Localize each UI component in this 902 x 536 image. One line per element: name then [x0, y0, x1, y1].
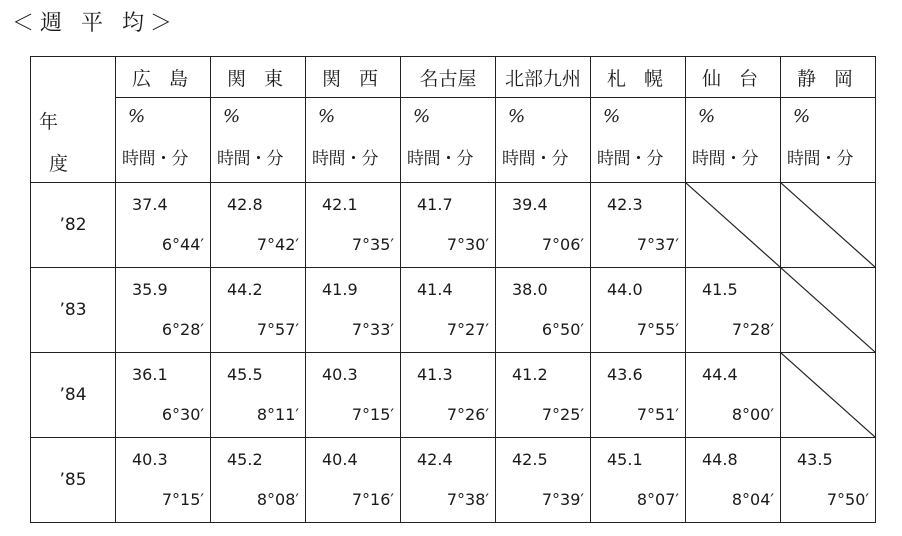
unit-time-label: 時間・分 [217, 149, 283, 169]
time-value: 7°50′ [826, 490, 869, 509]
diagonal-slash [781, 183, 875, 267]
time-value: 6°28′ [161, 320, 204, 339]
time-value: 7°26′ [446, 405, 489, 424]
page-title: ＜週 平 均＞ [12, 11, 178, 36]
percent-value: 42.3 [607, 195, 643, 214]
percent-value: 45.2 [227, 450, 263, 469]
time-value: 7°55′ [636, 320, 679, 339]
data-cell [401, 438, 496, 523]
data-cell [686, 268, 781, 353]
table-row [31, 353, 876, 438]
city-header-kitakyushu: 北部九州 [496, 57, 591, 98]
time-value: 8°07′ [636, 490, 679, 509]
city-header-hiroshima: 広 島 [116, 57, 211, 98]
table-row [31, 183, 876, 268]
unit-percent-label: % [508, 106, 526, 127]
percent-value: 36.1 [132, 365, 168, 384]
weekly-average-table [30, 56, 876, 523]
percent-value: 42.1 [322, 195, 358, 214]
data-cell [211, 353, 306, 438]
percent-value: 42.5 [512, 450, 548, 469]
percent-value: 41.4 [417, 280, 453, 299]
unit-header-cell [211, 98, 306, 183]
data-cell [306, 438, 401, 523]
empty-cell [686, 183, 781, 268]
time-value: 6°50′ [541, 320, 584, 339]
diagonal-slash [781, 353, 875, 437]
time-value: 6°44′ [161, 235, 204, 254]
percent-value: 40.4 [322, 450, 358, 469]
unit-time-label: 時間・分 [407, 149, 473, 169]
percent-value: 40.3 [322, 365, 358, 384]
data-cell [116, 353, 211, 438]
data-cell [496, 183, 591, 268]
data-cell [686, 438, 781, 523]
unit-time-label: 時間・分 [502, 149, 568, 169]
percent-value: 37.4 [132, 195, 168, 214]
year-header-cell [31, 57, 116, 183]
unit-header-cell [116, 98, 211, 183]
percent-value: 38.0 [512, 280, 548, 299]
empty-cell [781, 183, 876, 268]
time-value: 7°30′ [446, 235, 489, 254]
year-header-label-1: 年 [39, 111, 59, 133]
unit-header-cell [591, 98, 686, 183]
data-cell [496, 438, 591, 523]
time-value: 7°16′ [351, 490, 394, 509]
year-cell: ’83 [31, 268, 116, 353]
data-cell [401, 268, 496, 353]
percent-value: 41.5 [702, 280, 738, 299]
data-cell [211, 183, 306, 268]
header-row-cities [31, 57, 876, 98]
unit-header-cell [781, 98, 876, 183]
unit-percent-label: % [698, 106, 716, 127]
data-cell [496, 268, 591, 353]
unit-percent-label: % [603, 106, 621, 127]
unit-time-label: 時間・分 [597, 149, 663, 169]
city-header-kansai: 関 西 [306, 57, 401, 98]
data-cell [306, 183, 401, 268]
time-value: 7°39′ [541, 490, 584, 509]
unit-header-cell [496, 98, 591, 183]
data-cell [211, 268, 306, 353]
unit-percent-label: % [128, 106, 146, 127]
unit-header-cell [686, 98, 781, 183]
percent-value: 39.4 [512, 195, 548, 214]
city-header-sendai: 仙 台 [686, 57, 781, 98]
city-header-nagoya: 名古屋 [401, 57, 496, 98]
unit-percent-label: % [223, 106, 241, 127]
empty-cell [781, 353, 876, 438]
unit-time-label: 時間・分 [312, 149, 378, 169]
data-cell [591, 183, 686, 268]
percent-value: 41.7 [417, 195, 453, 214]
time-value: 7°06′ [541, 235, 584, 254]
time-value: 6°30′ [161, 405, 204, 424]
unit-time-label: 時間・分 [122, 149, 188, 169]
data-cell [591, 438, 686, 523]
time-value: 8°08′ [256, 490, 299, 509]
year-header-label-2: 度 [49, 153, 69, 175]
table-row [31, 438, 876, 523]
year-cell: ’82 [31, 183, 116, 268]
year-cell: ’85 [31, 438, 116, 523]
unit-percent-label: % [793, 106, 811, 127]
data-cell [116, 268, 211, 353]
time-value: 7°37′ [636, 235, 679, 254]
data-cell [211, 438, 306, 523]
unit-percent-label: % [318, 106, 336, 127]
percent-value: 42.8 [227, 195, 263, 214]
data-cell [306, 353, 401, 438]
percent-value: 43.5 [797, 450, 833, 469]
percent-value: 41.3 [417, 365, 453, 384]
diagonal-slash [781, 268, 875, 352]
percent-value: 44.0 [607, 280, 643, 299]
unit-header-cell [401, 98, 496, 183]
unit-time-label: 時間・分 [787, 149, 853, 169]
time-value: 7°25′ [541, 405, 584, 424]
percent-value: 44.2 [227, 280, 263, 299]
data-cell [401, 353, 496, 438]
data-cell [686, 353, 781, 438]
unit-time-label: 時間・分 [692, 149, 758, 169]
percent-value: 40.3 [132, 450, 168, 469]
percent-value: 44.8 [702, 450, 738, 469]
time-value: 7°27′ [446, 320, 489, 339]
data-cell [781, 438, 876, 523]
percent-value: 45.1 [607, 450, 643, 469]
percent-value: 44.4 [702, 365, 738, 384]
data-cell [306, 268, 401, 353]
city-header-shizuoka: 静 岡 [781, 57, 876, 98]
time-value: 7°51′ [636, 405, 679, 424]
city-header-kanto: 関 東 [211, 57, 306, 98]
time-value: 8°00′ [731, 405, 774, 424]
time-value: 7°15′ [161, 490, 204, 509]
data-cell [591, 268, 686, 353]
time-value: 7°28′ [731, 320, 774, 339]
percent-value: 45.5 [227, 365, 263, 384]
percent-value: 41.9 [322, 280, 358, 299]
time-value: 7°38′ [446, 490, 489, 509]
diagonal-slash [686, 183, 780, 267]
city-header-sapporo: 札 幌 [591, 57, 686, 98]
time-value: 8°04′ [731, 490, 774, 509]
header-row-units [31, 98, 876, 183]
data-cell [116, 183, 211, 268]
time-value: 7°35′ [351, 235, 394, 254]
percent-value: 35.9 [132, 280, 168, 299]
time-value: 8°11′ [256, 405, 299, 424]
empty-cell [781, 268, 876, 353]
year-cell: ’84 [31, 353, 116, 438]
percent-value: 42.4 [417, 450, 453, 469]
time-value: 7°42′ [256, 235, 299, 254]
table-row [31, 268, 876, 353]
data-cell [116, 438, 211, 523]
unit-percent-label: % [413, 106, 431, 127]
data-cell [496, 353, 591, 438]
table-body [31, 183, 876, 523]
unit-header-cell [306, 98, 401, 183]
time-value: 7°57′ [256, 320, 299, 339]
data-cell [591, 353, 686, 438]
data-cell [401, 183, 496, 268]
percent-value: 41.2 [512, 365, 548, 384]
percent-value: 43.6 [607, 365, 643, 384]
time-value: 7°33′ [351, 320, 394, 339]
time-value: 7°15′ [351, 405, 394, 424]
